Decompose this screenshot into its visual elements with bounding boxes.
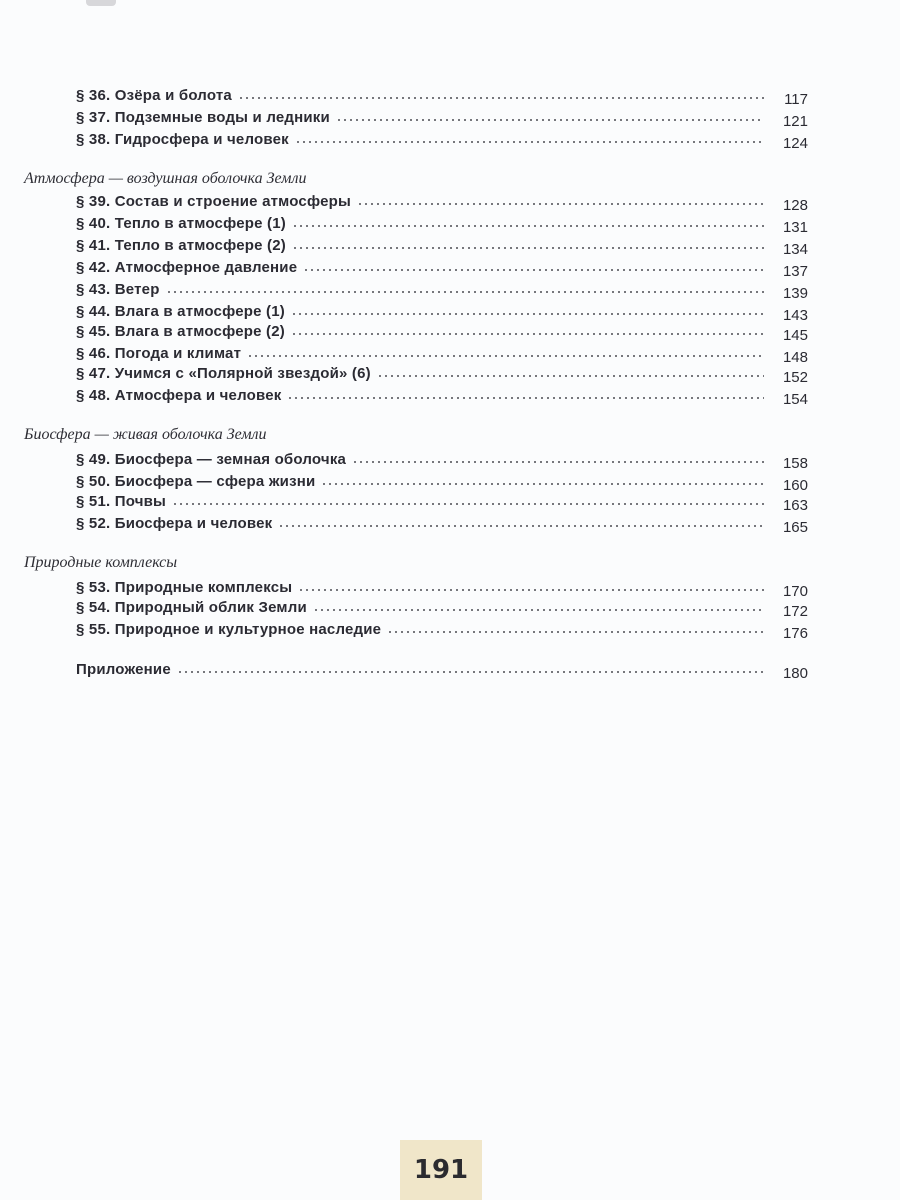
toc-entry-page: 145 bbox=[782, 327, 808, 344]
toc-entry-label: § 51. Почвы bbox=[76, 493, 167, 510]
toc-entry-page: 128 bbox=[782, 197, 808, 214]
toc-entry-page: 117 bbox=[784, 91, 808, 108]
dot-leader bbox=[321, 482, 764, 486]
section-title: Природные комплексы bbox=[24, 554, 178, 571]
toc-entry-label: § 47. Учимся с «Полярной звездой» (6) bbox=[76, 365, 371, 382]
toc-entry[interactable] bbox=[76, 576, 808, 600]
toc-entry[interactable] bbox=[76, 128, 808, 152]
toc-entry-page: 139 bbox=[782, 285, 808, 302]
toc-entry[interactable] bbox=[76, 470, 808, 494]
toc-entry-page: 152 bbox=[782, 369, 808, 386]
toc-entry-page: 154 bbox=[782, 391, 808, 408]
toc-entry[interactable] bbox=[76, 234, 808, 258]
page-number: 191 bbox=[413, 1155, 469, 1185]
section-title: Биосфера — живая оболочка Земли bbox=[24, 426, 267, 443]
toc-entry-page: 124 bbox=[782, 135, 808, 152]
toc-entry-label: § 42. Атмосферное давление bbox=[76, 259, 298, 276]
dot-leader bbox=[352, 460, 764, 464]
dot-leader bbox=[291, 332, 764, 336]
toc-entry-label: § 37. Подземные воды и ледники bbox=[76, 109, 330, 126]
toc-entry-label: § 39. Состав и строение атмосферы bbox=[76, 193, 352, 210]
dot-leader bbox=[357, 202, 764, 206]
dot-leader bbox=[292, 224, 764, 228]
dot-leader bbox=[292, 246, 764, 250]
toc-entry-appendix[interactable] bbox=[76, 658, 808, 682]
toc-entry-label: § 49. Биосфера — земная оболочка bbox=[76, 451, 347, 468]
toc-entry-label: § 50. Биосфера — сфера жизни bbox=[76, 473, 316, 490]
toc-entry-label: § 52. Биосфера и человек bbox=[76, 515, 273, 532]
toc-entry[interactable] bbox=[76, 618, 808, 642]
dot-leader bbox=[303, 268, 764, 272]
toc-entry-page: 165 bbox=[782, 519, 808, 536]
dot-leader bbox=[166, 290, 764, 294]
toc-entry-label: § 41. Тепло в атмосфере (2) bbox=[76, 237, 286, 254]
toc-entry-page: 158 bbox=[782, 455, 808, 472]
toc-entry[interactable] bbox=[76, 278, 808, 302]
dot-leader bbox=[313, 608, 764, 612]
toc-entry[interactable] bbox=[76, 300, 808, 324]
toc-entry-label: § 53. Природные комплексы bbox=[76, 579, 293, 596]
dot-leader bbox=[336, 118, 764, 122]
dot-leader bbox=[291, 312, 764, 316]
toc-entry-page: 137 bbox=[782, 263, 808, 280]
toc-entry-label: § 40. Тепло в атмосфере (1) bbox=[76, 215, 286, 232]
toc-entry[interactable] bbox=[76, 362, 808, 386]
toc-entry[interactable] bbox=[76, 384, 808, 408]
toc-entry-page: 148 bbox=[782, 349, 808, 366]
dot-leader bbox=[238, 96, 764, 100]
toc-entry[interactable] bbox=[76, 448, 808, 472]
toc-entry-label: § 36. Озёра и болота bbox=[76, 87, 232, 104]
toc-entry[interactable] bbox=[76, 84, 808, 108]
toc-entry[interactable] bbox=[76, 512, 808, 536]
toc-entry-page: 134 bbox=[782, 241, 808, 258]
dot-leader bbox=[295, 140, 764, 144]
section-title: Атмосфера — воздушная оболочка Земли bbox=[24, 170, 307, 187]
dot-leader bbox=[177, 670, 764, 674]
toc-entry[interactable] bbox=[76, 320, 808, 344]
toc-entry-label: § 38. Гидросфера и человек bbox=[76, 131, 289, 148]
toc-entry-label: § 48. Атмосфера и человек bbox=[76, 387, 282, 404]
dot-leader bbox=[172, 502, 764, 506]
dot-leader bbox=[387, 630, 764, 634]
toc-entry[interactable] bbox=[76, 256, 808, 280]
toc-entry-label: § 55. Природное и культурное наследие bbox=[76, 621, 382, 638]
page-edge-mark bbox=[86, 0, 116, 6]
toc-entry-label: § 46. Погода и климат bbox=[76, 345, 242, 362]
toc-entry[interactable] bbox=[76, 212, 808, 236]
toc-entry-page: 143 bbox=[782, 307, 808, 324]
toc-entry-page: 121 bbox=[782, 113, 808, 130]
toc-entry-label: § 43. Ветер bbox=[76, 281, 160, 298]
dot-leader bbox=[278, 524, 764, 528]
toc-entry-page: 160 bbox=[782, 477, 808, 494]
toc-entry-page: 176 bbox=[782, 625, 808, 642]
toc-entry-label: § 44. Влага в атмосфере (1) bbox=[76, 303, 285, 320]
toc-entry-label: § 45. Влага в атмосфере (2) bbox=[76, 323, 285, 340]
toc-entry-label: Приложение bbox=[76, 661, 171, 678]
toc-entry-page: 170 bbox=[782, 583, 808, 600]
toc-entry-page: 172 bbox=[782, 603, 808, 620]
toc-entry-page: 131 bbox=[782, 219, 808, 236]
dot-leader bbox=[287, 396, 764, 400]
toc-entry[interactable] bbox=[76, 106, 808, 130]
toc-entry[interactable] bbox=[76, 490, 808, 514]
page-number-box bbox=[400, 1140, 482, 1200]
toc-entry[interactable] bbox=[76, 596, 808, 620]
dot-leader bbox=[247, 354, 764, 358]
dot-leader bbox=[298, 588, 764, 592]
toc-entry[interactable] bbox=[76, 190, 808, 214]
dot-leader bbox=[377, 374, 764, 378]
toc-entry[interactable] bbox=[76, 342, 808, 366]
toc-entry-label: § 54. Природный облик Земли bbox=[76, 599, 307, 616]
toc-entry-page: 163 bbox=[782, 497, 808, 514]
toc-entry-page: 180 bbox=[782, 665, 808, 682]
